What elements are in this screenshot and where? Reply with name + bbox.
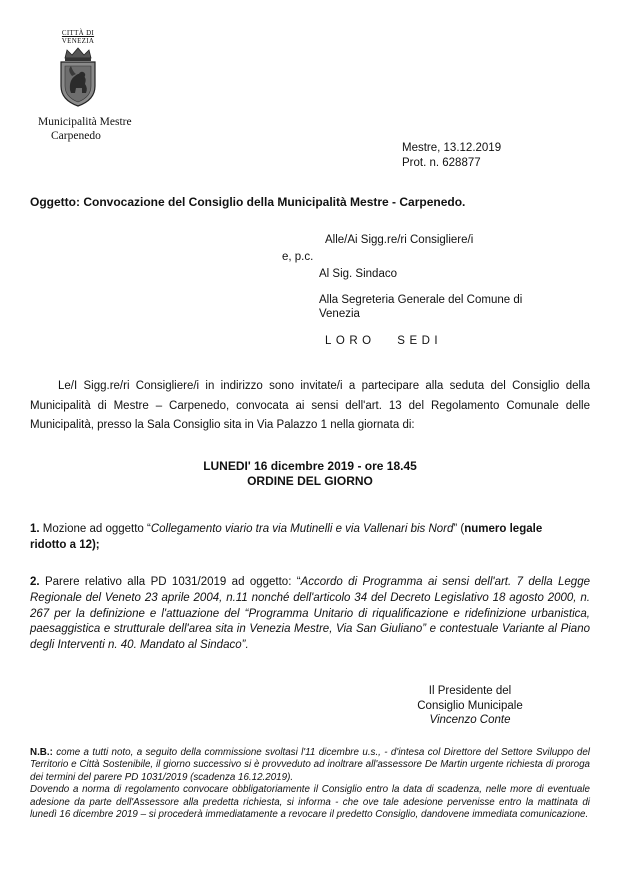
agenda-item-2 bbox=[30, 575, 590, 654]
note-label: N.B.: bbox=[30, 747, 53, 758]
note-paragraph-1 bbox=[30, 747, 590, 784]
signature-block bbox=[405, 684, 535, 728]
venice-crest-logo bbox=[55, 46, 101, 108]
office-line-1: Municipalità Mestre bbox=[38, 116, 132, 128]
recipient-cc: e, p.c. bbox=[282, 251, 314, 263]
note-paragraph-2: Dovendo a norma di regolamento convocare obbligatoriamente il Consiglio entro la data di scadenza, nelle more di eventuale adesione da parte dell'Assessore alla predetta richiesta, si informa - che ove tale adesione pervenisse entro la mattinata di lunedì 16 dicembre 2019 – si procederà immediatamente a revocare il predetto Consiglio, dandovene immediata comunicazione. bbox=[30, 784, 590, 821]
intro-paragraph bbox=[30, 377, 590, 436]
recipient-councillors: Alle/Ai Sigg.re/ri Consigliere/i bbox=[325, 234, 474, 246]
recipient-secretariat-city: Venezia bbox=[319, 308, 360, 320]
item-1-quorum: numero legale ridotto a 12); bbox=[30, 523, 543, 551]
item-1-mid: ” ( bbox=[453, 523, 465, 535]
crest-text-1: CITTÀ DI bbox=[61, 29, 95, 37]
meeting-header bbox=[30, 459, 590, 489]
item-1-title: Collegamento viario tra via Mutinelli e via Vallenari bis Nord bbox=[150, 523, 454, 535]
agenda-item-1 bbox=[30, 521, 570, 553]
signature-name: Vincenzo Conte bbox=[429, 714, 511, 726]
place-date: Mestre, 13.12.2019 bbox=[402, 142, 502, 154]
recipient-secretariat: Alla Segreteria Generale del Comune di bbox=[319, 294, 523, 306]
agenda-title: ORDINE DEL GIORNO bbox=[247, 474, 373, 488]
intro-text: Le/I Sigg.re/ri Consigliere/i in indirizzo sono invitate/i a partecipare alla seduta del Consiglio della Municipalità di Mestre – Carpenedo, convocata ai sensi dell'art. 13 del Regolamento Comunale delle Municipalità, presso la Sala Consiglio sita in Via Palazzo 1 nella giornata di: bbox=[30, 380, 590, 431]
signature-line-2: Consiglio Municipale bbox=[417, 699, 523, 712]
signature-line-1: Il Presidente del bbox=[428, 685, 512, 697]
item-1-number: 1. bbox=[30, 523, 40, 535]
city-crest-label bbox=[58, 29, 98, 45]
loro-sedi: LORO SEDI bbox=[325, 335, 443, 347]
item-1-pre: Mozione ad oggetto “ bbox=[39, 523, 151, 535]
protocol-number: Prot. n. 628877 bbox=[402, 157, 481, 169]
crest-text-2: VENEZIA bbox=[61, 37, 95, 45]
issuing-office bbox=[38, 115, 132, 143]
note-block bbox=[30, 747, 590, 821]
subject-line: Oggetto: Convocazione del Consiglio della Municipalità Mestre - Carpenedo. bbox=[30, 195, 466, 209]
note-text-1: come a tutti noto, a seguito della commissione svoltasi l'11 dicembre u.s., - d'intesa col Direttore del Settore Sviluppo del Territorio e Città Sostenibile, il giorno successivo si è provveduto ad inoltrare all'assessore De Martin urgente richiesta di proroga dei termini del parere PD 1031/2019 (scadenza 16.12.2019). bbox=[30, 747, 590, 783]
meeting-date: LUNEDI' 16 dicembre 2019 - ore 18.45 bbox=[203, 459, 417, 473]
office-line-2: Carpenedo bbox=[51, 130, 101, 142]
item-2-number: 2. bbox=[30, 576, 40, 588]
item-2-pre: Parere relativo alla PD 1031/2019 ad oggetto: “ bbox=[39, 576, 301, 588]
recipient-mayor: Al Sig. Sindaco bbox=[319, 268, 397, 280]
date-block bbox=[402, 141, 501, 171]
item-2-title: Accordo di Programma ai sensi dell'art. 7 della Legge Regionale del Veneto 23 aprile 2004, n.11 nonché dell'articolo 34 del Decreto Legislativo 18 agosto 2000, n. 267 per la definizione e l'attuazione del “Programma Unitario di riqualificazione e ridefinizione urbanistica, paesaggistica e strutturale dell'area sita in Venezia Mestre, Via San Giuliano” e contestuale Variante al Piano degli Interventi n. 40. Mandato al Sindaco”. bbox=[30, 576, 590, 652]
